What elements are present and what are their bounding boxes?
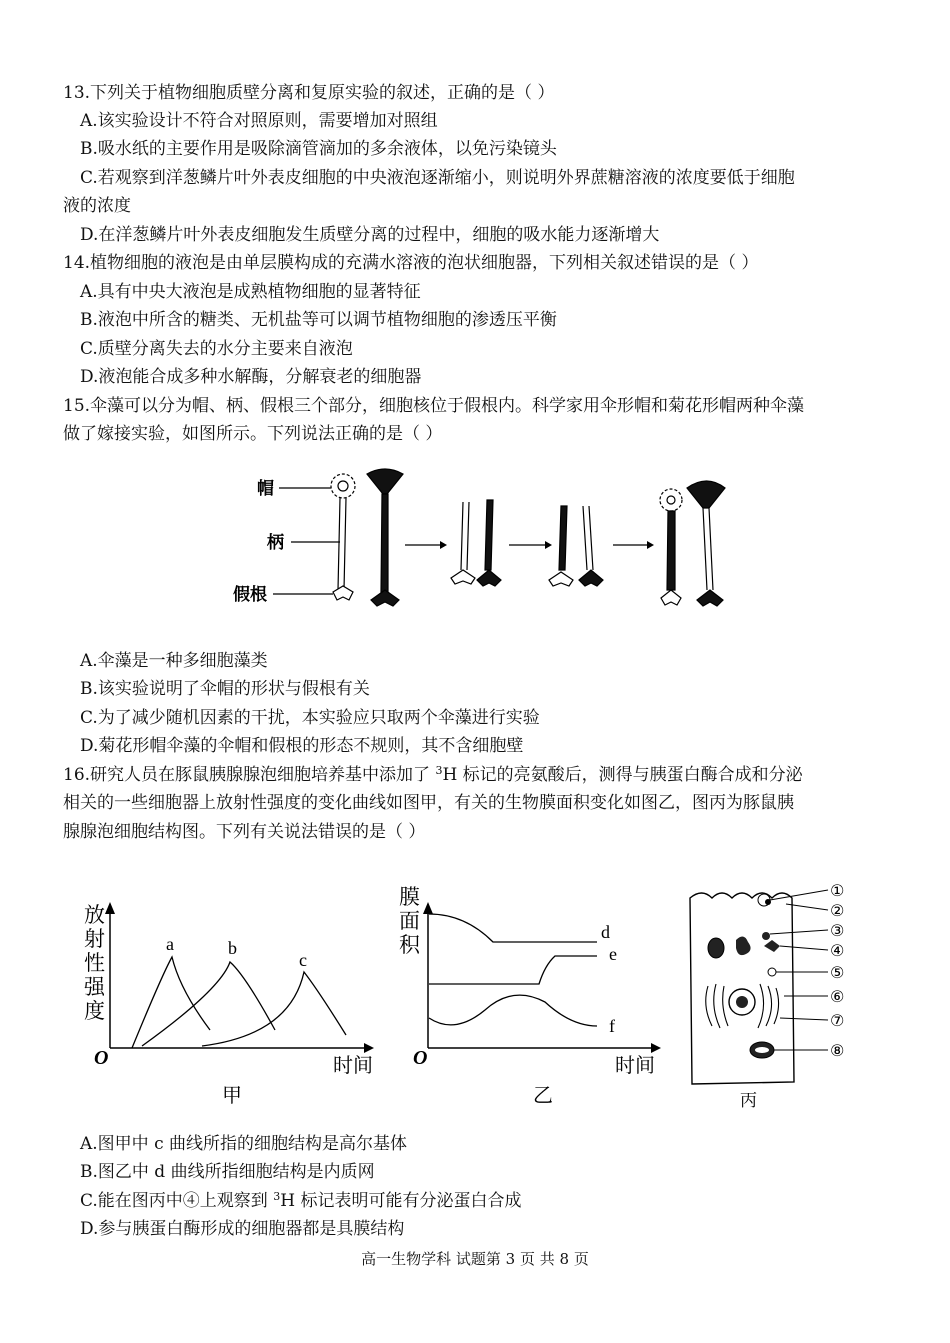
curve-d: [429, 914, 597, 942]
q16-option-a: A.图甲中 c 曲线所指的细胞结构是高尔基体: [80, 1134, 408, 1154]
curve-c: [202, 972, 346, 1046]
q13-option-c: C.若观察到洋葱鳞片叶外表皮细胞的中央液泡逐渐缩小，则说明外界蔗糖溶液的浓度要低于细胞: [80, 168, 795, 188]
y-axis-label: [84, 903, 106, 1023]
label-cap: 帽: [257, 479, 274, 498]
label-1: ①: [830, 881, 845, 900]
label-rhizoid: 假根: [233, 585, 267, 604]
label-7: ⑦: [830, 1011, 845, 1030]
q15-option-c: C.为了减少随机因素的干扰，本实验应只取两个伞藻进行实验: [80, 708, 540, 728]
x-axis-label: 时间: [615, 1055, 655, 1077]
q15-option-d: D.菊花形帽伞藻的伞帽和假根的形态不规则，其不含细胞壁: [80, 736, 524, 756]
q14-option-d: D.液泡能合成多种水解酶，分解衰老的细胞器: [80, 367, 422, 387]
svg-text:放射性强度: 放射性强度: [84, 903, 105, 1023]
origin-label: O: [413, 1047, 428, 1069]
q16-stem: 16.研究人员在豚鼠胰腺腺泡细胞培养基中添加了 $^3$H 标记的亮氨酸后，测得与胰蛋白酶合成和分泌: [63, 764, 803, 785]
series-label-c: c: [299, 950, 307, 970]
q16-stem-cont2: 腺腺泡细胞结构图。下列有关说法错误的是（ ）: [63, 822, 426, 842]
series-label-a: a: [166, 934, 174, 954]
q15-stem-cont: 做了嫁接实验，如图所示。下列说法正确的是（ ）: [63, 424, 443, 444]
q15-option-b: B.该实验说明了伞帽的形状与假根有关: [80, 679, 370, 699]
grafted-stalks-stage-2: [451, 500, 501, 586]
regenerated-caps-stage-4: [660, 481, 725, 606]
label-6: ⑥: [830, 987, 845, 1006]
label-2: ②: [830, 901, 845, 920]
q14-option-b: B.液泡中所含的糖类、无机盐等可以调节植物细胞的渗透压平衡: [80, 310, 557, 330]
curve-b: [142, 962, 275, 1046]
pancreatic-cell-figure: [680, 876, 870, 1112]
svg-text:膜面积: 膜面积: [399, 885, 420, 957]
q16-stem-cont1: 相关的一些细胞器上放射性强度的变化曲线如图甲，有关的生物膜面积变化如图乙，图丙为豚鼠胰: [63, 793, 794, 813]
chrysanthemum-cap-alga: [331, 474, 355, 600]
q13-option-b: B.吸水纸的主要作用是吸除滴管滴加的多余液体，以免污染镜头: [80, 139, 557, 159]
q15-option-a: A.伞藻是一种多细胞藻类: [80, 651, 268, 671]
q13-option-a: A.该实验设计不符合对照原则，需要增加对照组: [80, 111, 438, 131]
q15-stem: 15.伞藻可以分为帽、柄、假根三个部分，细胞核位于假根内。科学家用伞形帽和菊花形帽两种伞藻: [63, 396, 805, 416]
q14-stem: 14.植物细胞的液泡是由单层膜构成的充满水溶液的泡状细胞器，下列相关叙述错误的是（ ）: [63, 253, 759, 273]
q16-option-b: B.图乙中 d 曲线所指细胞结构是内质网: [80, 1162, 375, 1182]
umbrella-cap-alga: [367, 469, 403, 606]
series-label-d: d: [601, 922, 610, 942]
q13-option-d: D.在洋葱鳞片叶外表皮细胞发生质壁分离的过程中，细胞的吸水能力逐渐增大: [80, 225, 660, 245]
label-3: ③: [830, 921, 845, 940]
q16-option-c: C.能在图丙中④上观察到 $^3$H 标记表明可能有分泌蛋白合成: [80, 1190, 522, 1211]
x-axis-label: 时间: [333, 1055, 373, 1077]
label-5: ⑤: [830, 963, 845, 982]
page-footer: 高一生物学科 试题第 3 页 共 8 页: [361, 1250, 589, 1268]
q13-stem: 13.下列关于植物细胞质壁分离和复原实验的叙述，正确的是（ ）: [63, 83, 555, 103]
chart-jia: [80, 890, 380, 1120]
label-8: ⑧: [830, 1041, 845, 1060]
q13-option-c-cont: 液的浓度: [63, 196, 131, 216]
chart-yi: [395, 880, 675, 1120]
chart-title: 乙: [533, 1085, 553, 1107]
y-axis-label: [399, 885, 421, 957]
curve-e: [429, 956, 597, 984]
grafted-stalks-stage-3: [549, 506, 603, 586]
curve-a: [132, 957, 210, 1048]
series-label-b: b: [228, 938, 237, 958]
q14-option-a: A.具有中央大液泡是成熟植物细胞的显著特征: [80, 282, 421, 302]
series-label-e: e: [609, 944, 617, 964]
q14-option-c: C.质壁分离失去的水分主要来自液泡: [80, 339, 353, 359]
acetabularia-grafting-figure: [225, 460, 745, 620]
mitochondrion: [708, 938, 724, 958]
origin-label: O: [94, 1047, 109, 1069]
curve-f: [429, 995, 597, 1026]
series-label-f: f: [609, 1016, 615, 1036]
figure-title: 丙: [740, 1091, 757, 1110]
q16-option-d: D.参与胰蛋白酶形成的细胞器都是具膜结构: [80, 1219, 405, 1239]
label-4: ④: [830, 941, 845, 960]
chart-title: 甲: [222, 1085, 242, 1107]
label-stalk: 柄: [267, 533, 284, 552]
